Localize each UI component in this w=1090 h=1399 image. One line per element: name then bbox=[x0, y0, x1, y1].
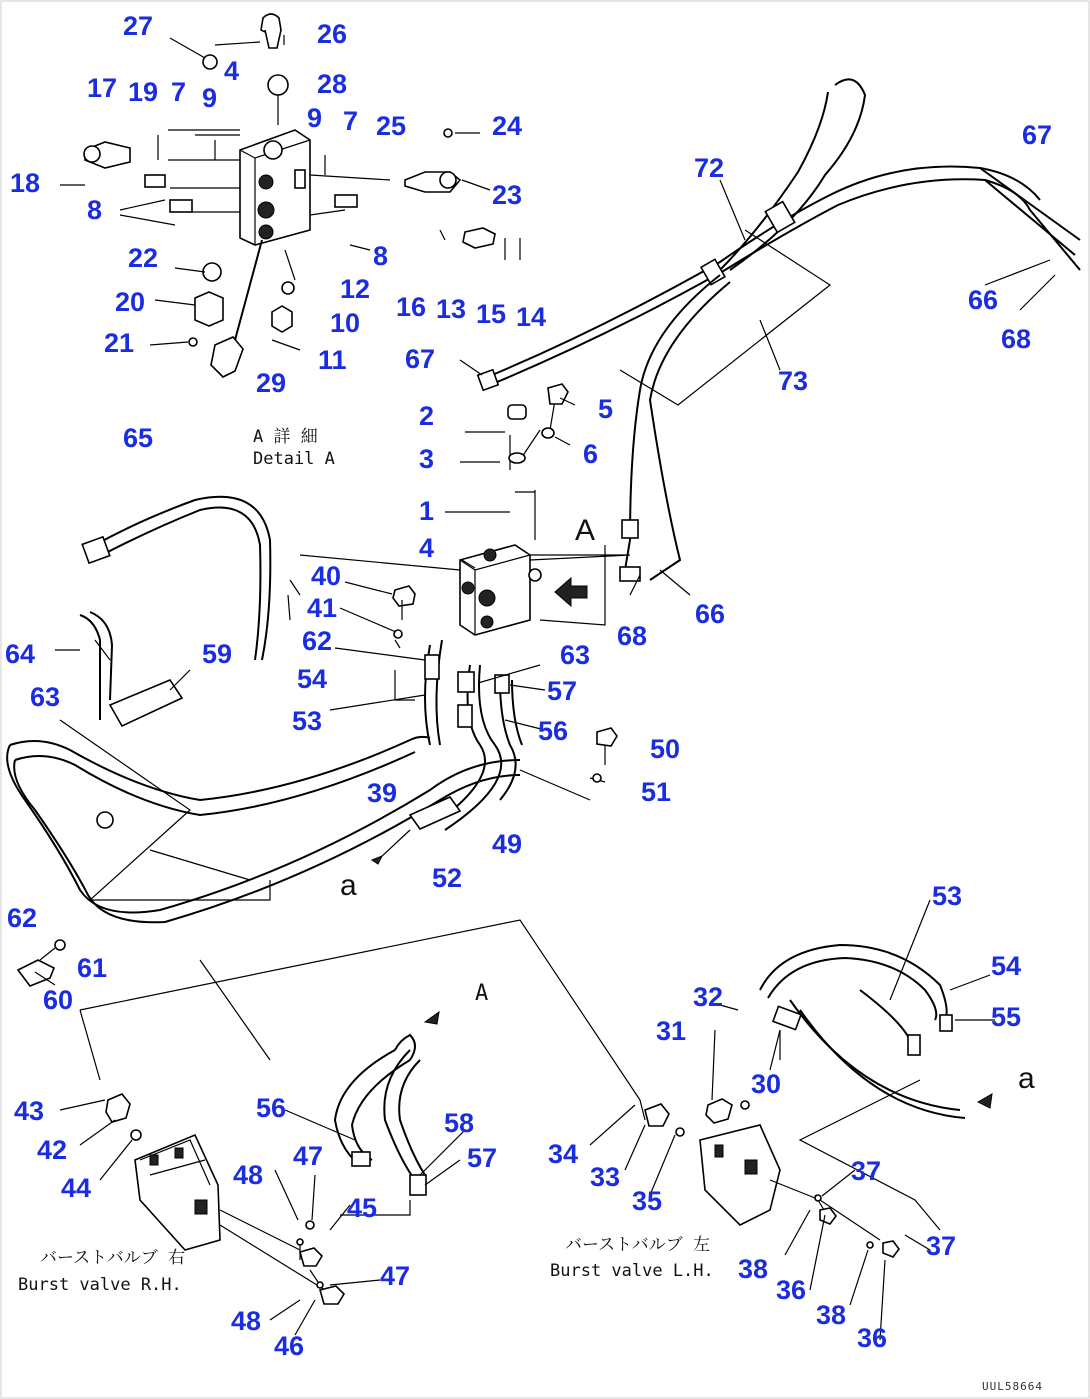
label-63: 63 bbox=[560, 640, 591, 670]
label-72: 72 bbox=[694, 153, 725, 183]
label-35: 35 bbox=[632, 1186, 663, 1216]
label-48: 48 bbox=[233, 1160, 264, 1190]
label-53: 53 bbox=[292, 706, 323, 736]
label-32: 32 bbox=[693, 982, 724, 1012]
label-6: 6 bbox=[583, 439, 599, 469]
label-67: 67 bbox=[405, 344, 436, 374]
label-19: 19 bbox=[128, 77, 159, 107]
burst-valve-rh-caption-en: Burst valve R.H. bbox=[18, 1275, 182, 1295]
label-40: 40 bbox=[311, 561, 342, 591]
burst-valve-rh-caption-jp: バーストバルブ 右 bbox=[40, 1248, 186, 1268]
label-29: 29 bbox=[256, 368, 287, 398]
label-8: 8 bbox=[373, 241, 389, 271]
label-45: 45 bbox=[347, 1193, 378, 1223]
drawing-code: UUL58664 bbox=[982, 1380, 1043, 1393]
label-34: 34 bbox=[548, 1139, 579, 1169]
label-37: 37 bbox=[926, 1231, 957, 1261]
label-14: 14 bbox=[516, 302, 547, 332]
label-4: 4 bbox=[419, 533, 435, 563]
label-39: 39 bbox=[367, 778, 398, 808]
label-63: 63 bbox=[30, 682, 61, 712]
detail-a-caption-jp: A 詳 細 bbox=[253, 427, 318, 447]
label-2: 2 bbox=[419, 401, 435, 431]
label-20: 20 bbox=[115, 287, 146, 317]
label-36: 36 bbox=[776, 1275, 807, 1305]
label-46: 46 bbox=[274, 1331, 305, 1361]
label-26: 26 bbox=[317, 19, 348, 49]
label-66: 66 bbox=[968, 285, 999, 315]
label-56: 56 bbox=[538, 716, 569, 746]
label-53: 53 bbox=[932, 881, 963, 911]
label-62: 62 bbox=[7, 903, 38, 933]
label-52: 52 bbox=[432, 863, 463, 893]
label-50: 50 bbox=[650, 734, 681, 764]
label-9: 9 bbox=[202, 83, 218, 113]
label-22: 22 bbox=[128, 243, 159, 273]
label-41: 41 bbox=[307, 593, 338, 623]
label-55: 55 bbox=[991, 1002, 1022, 1032]
label-48: 48 bbox=[231, 1306, 262, 1336]
view-a-marker: A bbox=[575, 514, 596, 547]
label-9: 9 bbox=[307, 103, 323, 133]
label-73: 73 bbox=[778, 366, 809, 396]
label-24: 24 bbox=[492, 111, 523, 141]
label-60: 60 bbox=[43, 985, 74, 1015]
label-65: 65 bbox=[123, 423, 154, 453]
ref-a-marker-1: a bbox=[340, 869, 357, 902]
ref-a-marker-2: a bbox=[1018, 1062, 1035, 1095]
label-49: 49 bbox=[492, 829, 523, 859]
label-47: 47 bbox=[293, 1141, 324, 1171]
label-15: 15 bbox=[476, 299, 507, 329]
detail-a-caption-en: Detail A bbox=[253, 449, 335, 469]
label-17: 17 bbox=[87, 73, 118, 103]
label-38: 38 bbox=[738, 1254, 769, 1284]
label-16: 16 bbox=[396, 292, 427, 322]
label-3: 3 bbox=[419, 444, 435, 474]
label-36: 36 bbox=[857, 1323, 888, 1353]
label-59: 59 bbox=[202, 639, 233, 669]
label-7: 7 bbox=[171, 77, 187, 107]
label-66: 66 bbox=[695, 599, 726, 629]
label-25: 25 bbox=[376, 111, 407, 141]
label-30: 30 bbox=[751, 1069, 782, 1099]
label-7: 7 bbox=[343, 106, 359, 136]
burst-valve-lh-caption-en: Burst valve L.H. bbox=[550, 1261, 714, 1281]
label-23: 23 bbox=[492, 180, 523, 210]
label-27: 27 bbox=[123, 11, 154, 41]
label-62: 62 bbox=[302, 626, 333, 656]
label-67: 67 bbox=[1022, 120, 1053, 150]
label-37: 37 bbox=[851, 1156, 882, 1186]
label-68: 68 bbox=[1001, 324, 1032, 354]
label-8: 8 bbox=[87, 195, 103, 225]
label-58: 58 bbox=[444, 1108, 475, 1138]
burst-valve-lh-caption-jp: バーストバルブ 左 bbox=[565, 1235, 711, 1255]
label-56: 56 bbox=[256, 1093, 287, 1123]
label-57: 57 bbox=[547, 676, 578, 706]
label-61: 61 bbox=[77, 953, 108, 983]
label-33: 33 bbox=[590, 1162, 621, 1192]
label-5: 5 bbox=[598, 394, 614, 424]
label-64: 64 bbox=[5, 639, 36, 669]
label-12: 12 bbox=[340, 274, 371, 304]
label-44: 44 bbox=[61, 1173, 92, 1203]
label-4: 4 bbox=[224, 56, 240, 86]
label-68: 68 bbox=[617, 621, 648, 651]
label-11: 11 bbox=[318, 345, 347, 375]
label-51: 51 bbox=[641, 777, 672, 807]
label-28: 28 bbox=[317, 69, 348, 99]
label-54: 54 bbox=[991, 951, 1022, 981]
label-54: 54 bbox=[297, 664, 328, 694]
label-57: 57 bbox=[467, 1143, 498, 1173]
label-47: 47 bbox=[380, 1261, 411, 1291]
label-10: 10 bbox=[330, 308, 361, 338]
label-1: 1 bbox=[419, 496, 435, 526]
label-21: 21 bbox=[104, 328, 135, 358]
label-42: 42 bbox=[37, 1135, 68, 1165]
ref-A-marker-2: A bbox=[475, 981, 489, 1006]
label-31: 31 bbox=[656, 1016, 687, 1046]
label-43: 43 bbox=[14, 1096, 45, 1126]
label-18: 18 bbox=[10, 168, 41, 198]
label-38: 38 bbox=[816, 1300, 847, 1330]
label-13: 13 bbox=[436, 294, 467, 324]
